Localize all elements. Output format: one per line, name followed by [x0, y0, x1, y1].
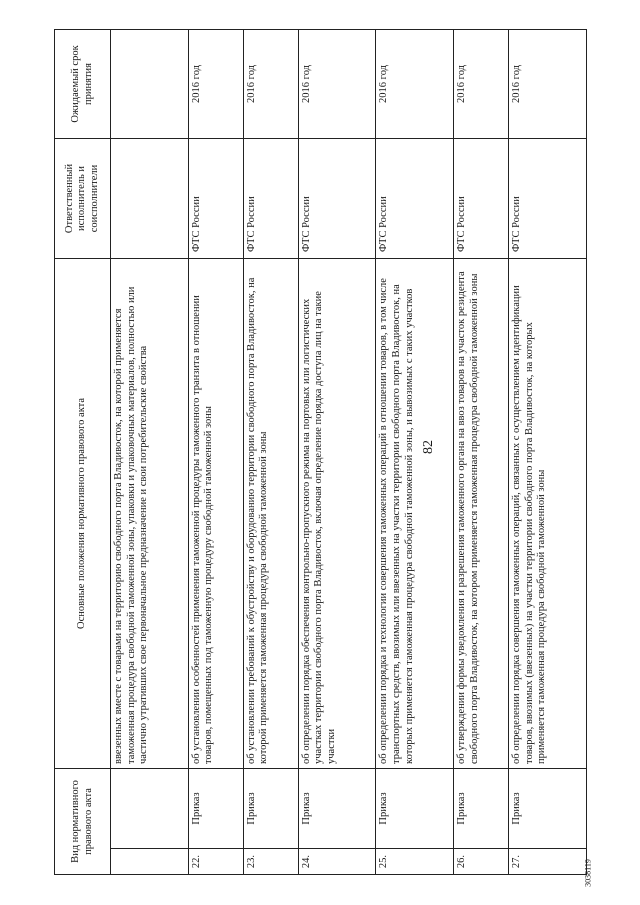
- row-content: об определении порядка обеспечения контрольно-пропускного режима на портовых или логистических участках территории свободного порта Владивосток, включая определение порядка доступа лиц на такие участки: [298, 258, 376, 768]
- row-term: 2016 год: [298, 29, 376, 138]
- header-term: Ожидаемый срок принятия: [54, 29, 110, 138]
- row-responsible: ФТС России: [243, 138, 298, 258]
- table-row: [453, 29, 508, 874]
- row-term: 2016 год: [453, 29, 508, 138]
- header-responsible: Ответственный исполнитель и соисполнители: [54, 138, 110, 258]
- row-act-type: Приказ: [298, 768, 376, 848]
- row-number: 22.: [188, 849, 243, 875]
- row-act-type: Приказ: [453, 768, 508, 848]
- row-act-type: Приказ: [375, 768, 453, 848]
- row-content: об определении порядка совершения таможенных операций, связанных с осуществлением идентификации товаров, ввозимых (ввезенных) на участки территории свободного порта Владивосток, на которых применяется таможенная процедура свободной таможенной зоны: [508, 258, 586, 768]
- row-content: об установлении особенностей применения таможенной процедуры таможенного транзита в отношении товаров, помещенных под таможенную процедуру свободной таможенной зоны: [188, 258, 243, 768]
- legal-acts-table: [54, 29, 587, 875]
- row-number: 26.: [453, 849, 508, 875]
- row-content: об установлении требований к обустройству и оборудованию территории свободного порта Владивосток, на которой применяется таможенная процедура свободной таможенной зоны: [243, 258, 298, 768]
- row-number: 23.: [243, 849, 298, 875]
- table-row-continuation: [110, 29, 188, 874]
- page-content: [54, 30, 587, 875]
- table-row: [508, 29, 586, 874]
- row-number: 25.: [375, 849, 453, 875]
- row-term: 2016 год: [375, 29, 453, 138]
- header-act-content: Основные положения нормативного правового акта: [54, 258, 110, 768]
- row-content: об определении порядка и технологии совершения таможенных операций в отношении товаров, в том числе транспортных средств, ввозимых или ввезенных на участки территории свободного порта Владивосток, на которых применяется таможенная процедура свободной таможенной зоны, и вывозимых с таких участков: [375, 258, 453, 768]
- row-responsible: ФТС России: [375, 138, 453, 258]
- row-responsible: ФТС России: [188, 138, 243, 258]
- table-header-row: [54, 29, 110, 874]
- row-content: об утверждении формы уведомления и разрешения таможенного органа на ввоз товаров на участок резидента свободного порта Владивосток, на котором применяется таможенная процедура свободной таможенной зоны: [453, 258, 508, 768]
- row-number: 24.: [298, 849, 376, 875]
- row-responsible: ФТС России: [298, 138, 376, 258]
- row-term: 2016 год: [188, 29, 243, 138]
- row-responsible: ФТС России: [508, 138, 586, 258]
- row-term: 2016 год: [243, 29, 298, 138]
- page-number: 82: [421, 440, 436, 454]
- header-act-type: Вид нормативного правового акта: [54, 768, 110, 874]
- row-act-type: Приказ: [188, 768, 243, 848]
- row-responsible: ФТС России: [453, 138, 508, 258]
- table-row: [188, 29, 243, 874]
- row-term: [110, 29, 188, 138]
- row-term: 2016 год: [508, 29, 586, 138]
- row-act-type: Приказ: [508, 768, 586, 848]
- row-number: [110, 849, 188, 875]
- table-row: [375, 29, 453, 874]
- row-responsible: [110, 138, 188, 258]
- row-number: 27.: [508, 849, 586, 875]
- row-act-type: [110, 768, 188, 848]
- table-row: [243, 29, 298, 874]
- document-code: 3038119: [583, 859, 593, 887]
- table-row: [298, 29, 376, 874]
- row-act-type: Приказ: [243, 768, 298, 848]
- row-content: ввезенных вместе с товарами на территорию свободного порта Владивосток, на которой применяется таможенная процедура свободной таможенной зоны, упаковки и упаковочных материалов, полностью или частично утративших свое первоначальное предназначение и свои потребительские свойства: [110, 258, 188, 768]
